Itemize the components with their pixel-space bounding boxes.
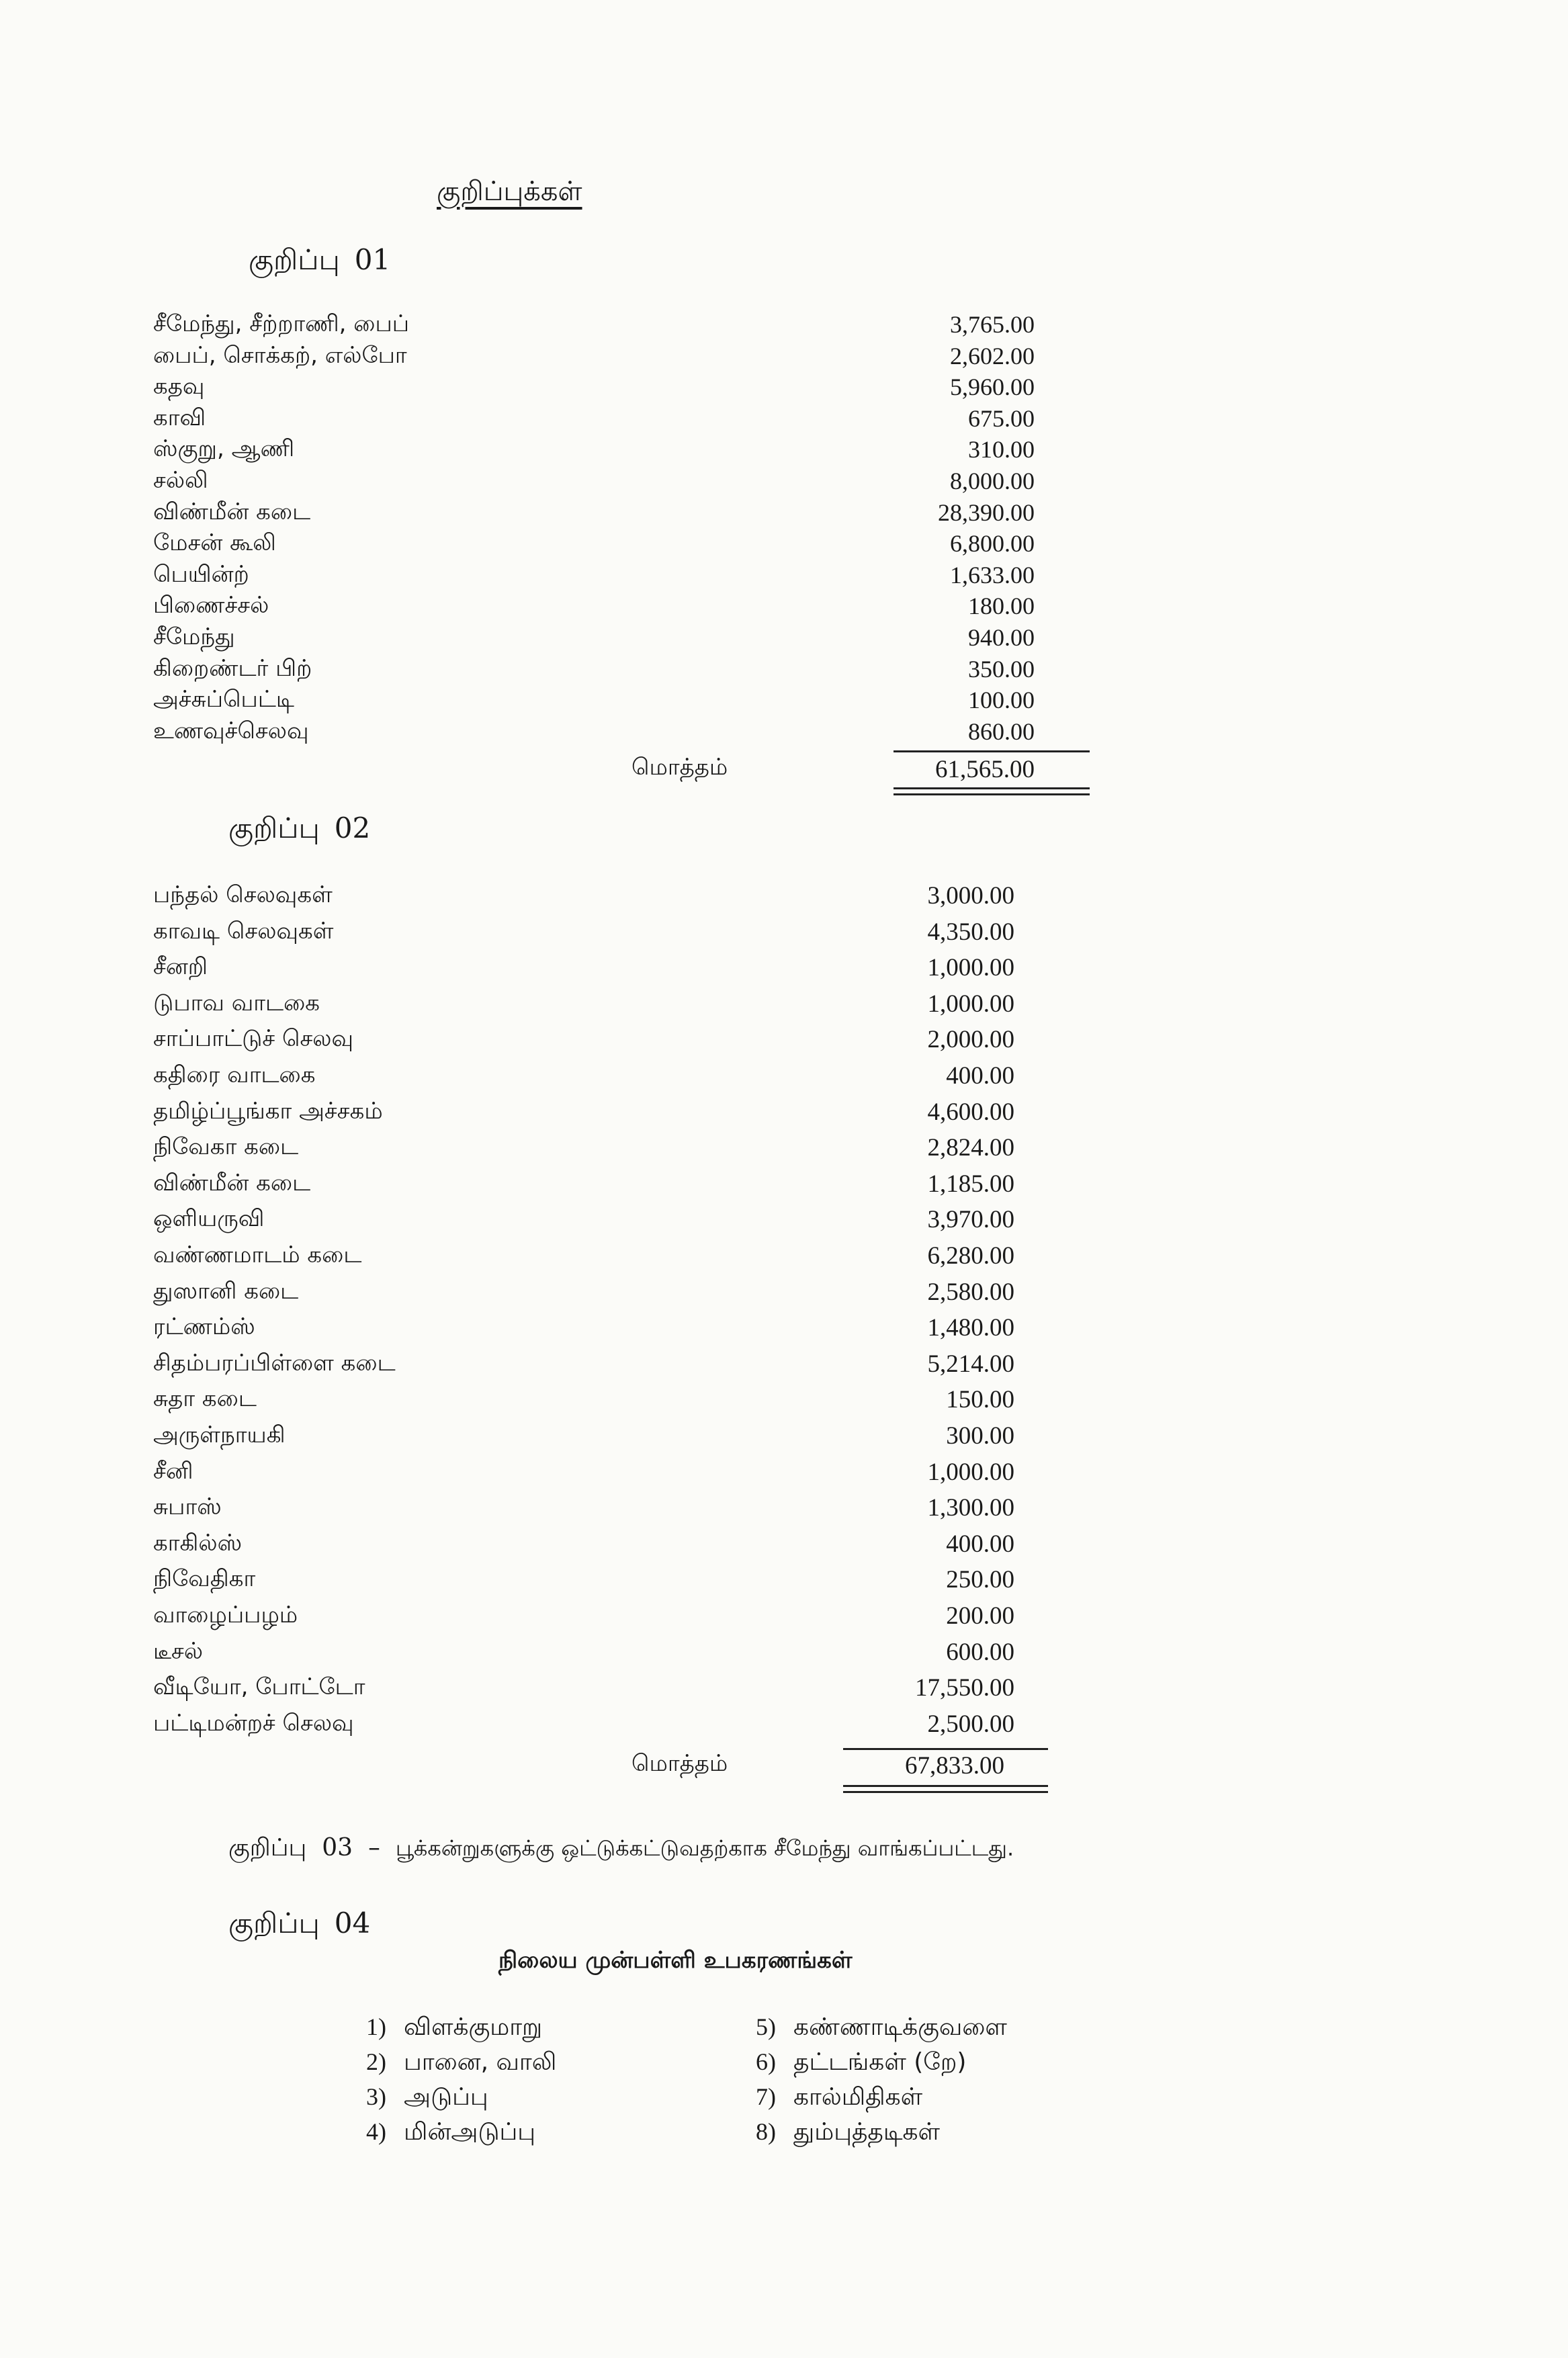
note-01-item-amount: 860.00 [968, 717, 1035, 745]
note-01-row [0, 592, 1035, 620]
note-02-item-amount: 1,300.00 [927, 1494, 1014, 1522]
note-02-row [0, 1529, 1014, 1558]
note-01-item-amount: 8,000.00 [950, 468, 1035, 494]
note-01-item-amount: 310.00 [968, 436, 1035, 464]
note-01-item-name: சீமேந்து [153, 623, 235, 650]
note-02-item-name: காவடி செலவுகள் [153, 917, 334, 945]
note-02-item-amount: 5,214.00 [927, 1350, 1014, 1378]
note-01-heading [249, 243, 390, 280]
note-02-item-name: சுபாஸ் [153, 1493, 222, 1521]
equipment-item-number: 5) [756, 2013, 776, 2040]
note-01-item-amount: 1,633.00 [950, 561, 1035, 588]
note-01-item-name: சீமேந்து, சீற்றாணி, பைப் [153, 310, 410, 337]
note-02-subtotal-rule [843, 1748, 1048, 1750]
equipment-item-number: 7) [756, 2083, 776, 2110]
note-03 [228, 1834, 1014, 1865]
note-02-item-name: சுதா கடை [153, 1385, 257, 1413]
equipment-item [756, 2117, 940, 2149]
note-02-item-amount: 1,000.00 [927, 1458, 1014, 1486]
note-01-total-label: மொத்தம் [631, 754, 728, 781]
note-01-label: குறிப்பு [249, 243, 340, 276]
note-02-item-name: கதிரை வாடகை [153, 1061, 316, 1088]
note-01-item-amount: 940.00 [968, 624, 1035, 651]
note-02-item-amount: 3,000.00 [927, 882, 1014, 910]
equipment-item-name: மின்அடுப்பு [404, 2118, 536, 2146]
note-02-row [0, 1457, 1014, 1486]
note-02-item-name: டீசல் [153, 1637, 204, 1665]
note-02-item-amount: 250.00 [946, 1566, 1014, 1594]
note-01-number: 01 [354, 243, 391, 276]
note-01-item-amount: 350.00 [968, 655, 1035, 683]
note-02-row [0, 1349, 1014, 1378]
equipment-item-name: கால்மிதிகள் [793, 2083, 923, 2111]
note-02-item-name: சாப்பாட்டுச் செலவு [153, 1025, 354, 1053]
equipment-item [366, 2048, 556, 2079]
note-02-item-amount: 2,580.00 [927, 1278, 1014, 1306]
note-02-row [0, 1565, 1014, 1594]
note-02-total-double-rule-top [843, 1785, 1048, 1787]
equipment-item [756, 2013, 1007, 2044]
note-01-total-double-rule-top [894, 787, 1090, 789]
equipment-item-number: 2) [366, 2048, 386, 2075]
note-02-item-amount: 400.00 [946, 1530, 1014, 1558]
note-02-row [0, 1133, 1014, 1162]
note-01-item-name: பிணைச்சல் [153, 592, 269, 619]
note-01-item-name: பெயின்ற் [153, 560, 249, 588]
note-02-row [0, 917, 1014, 946]
note-01-row [0, 310, 1035, 338]
page-title: குறிப்புக்கள் [437, 176, 582, 207]
note-02-row [0, 881, 1014, 910]
note-01-row [0, 560, 1035, 588]
note-02-row [0, 1313, 1014, 1342]
equipment-item-number: 1) [366, 2013, 386, 2040]
note-02-row [0, 1205, 1014, 1234]
note-01-row [0, 341, 1035, 369]
equipment-item [756, 2048, 966, 2079]
note-02-item-amount: 600.00 [946, 1638, 1014, 1666]
note-01-row [0, 467, 1035, 494]
note-01-row [0, 373, 1035, 401]
note-02-row [0, 1602, 1014, 1630]
note-04-subtitle: நிலைய முன்பள்ளி உபகரணங்கள் [498, 1947, 853, 1974]
equipment-item-number: 6) [756, 2048, 776, 2075]
note-01-item-amount: 5,960.00 [950, 374, 1035, 401]
note-02-row [0, 1277, 1014, 1306]
note-01-item-amount: 100.00 [968, 687, 1035, 714]
equipment-item-number: 8) [756, 2118, 776, 2145]
note-02-item-name: நிவேகா கடை [153, 1133, 299, 1161]
note-02-item-amount: 1,480.00 [927, 1314, 1014, 1342]
note-02-item-name: விண்மீன் கடை [153, 1169, 311, 1196]
note-03-text: பூக்கன்றுகளுக்கு ஒட்டுக்கட்டுவதற்காக சீமேந்து வாங்கப்பட்டது. [395, 1835, 1014, 1861]
note-01-row [0, 498, 1035, 526]
note-02-row [0, 1493, 1014, 1522]
note-02-item-name: துஸானி கடை [153, 1277, 299, 1305]
note-01-item-name: சல்லி [153, 467, 208, 494]
note-01-row [0, 529, 1035, 558]
equipment-item [366, 2013, 542, 2044]
note-02-item-amount: 200.00 [946, 1602, 1014, 1630]
note-01-item-amount: 2,602.00 [950, 342, 1035, 369]
note-02-item-name: பட்டிமன்றச் செலவு [153, 1709, 354, 1737]
note-01-item-name: உணவுச்செலவு [153, 717, 309, 744]
equipment-item-name: பானை, வாலி [404, 2048, 557, 2076]
note-01-row [0, 623, 1035, 651]
note-02-row [0, 1025, 1014, 1054]
note-02-item-name: அருள்நாயகி [153, 1422, 286, 1448]
note-01-item-amount: 180.00 [968, 593, 1035, 620]
note-01-item-name: காவி [153, 404, 206, 431]
equipment-item [366, 2083, 488, 2114]
note-02-item-amount: 300.00 [946, 1422, 1014, 1450]
note-02-row [0, 953, 1014, 982]
note-01-total-double-rule-bottom [894, 793, 1090, 795]
note-02-row [0, 1097, 1014, 1126]
note-02-item-name: வண்ணமாடம் கடை [153, 1241, 362, 1268]
equipment-item [756, 2083, 922, 2114]
note-04-number: 04 [334, 1907, 371, 1939]
note-01-item-name: கிறைண்டர் பிற் [153, 654, 312, 682]
note-01-row [0, 686, 1035, 714]
equipment-item-name: கண்ணாடிக்குவளை [793, 2013, 1007, 2041]
note-02-row [0, 1673, 1014, 1702]
note-04-heading [228, 1907, 370, 1944]
note-01-item-name: பைப், சொக்கற், எல்போ [153, 341, 407, 369]
note-02-row [0, 989, 1014, 1018]
note-03-number: 03 [322, 1834, 353, 1862]
note-02-item-name: ஒளியருவி [153, 1205, 265, 1233]
equipment-item-name: அடுப்பு [404, 2083, 488, 2111]
note-02-row [0, 1241, 1014, 1270]
note-01-row [0, 717, 1035, 745]
equipment-item-name: விளக்குமாறு [404, 2013, 543, 2041]
note-02-row [0, 1709, 1014, 1738]
note-02-item-name: பந்தல் செலவுகள் [153, 881, 333, 908]
note-02-item-name: ரட்ணம்ஸ் [153, 1313, 255, 1341]
note-02-item-amount: 6,280.00 [927, 1242, 1014, 1270]
note-02-item-amount: 1,000.00 [927, 954, 1014, 982]
note-02-item-amount: 3,970.00 [927, 1206, 1014, 1234]
note-02-item-name: சிதம்பரப்பிள்ளை கடை [153, 1349, 396, 1377]
note-02-label: குறிப்பு [228, 812, 320, 844]
note-02-item-name: டுபாவ வாடகை [153, 989, 320, 1016]
note-04-label: குறிப்பு [228, 1907, 320, 1939]
note-02-number: 02 [334, 812, 371, 844]
note-01-subtotal-rule [894, 750, 1090, 752]
note-01-item-name: மேசன் கூலி [153, 529, 276, 557]
note-02-row [0, 1061, 1014, 1090]
note-02-item-amount: 1,000.00 [927, 990, 1014, 1018]
note-01-item-name: விண்மீன் கடை [153, 498, 311, 525]
equipment-item-name: தும்புத்தடிகள் [793, 2118, 941, 2146]
note-02-row [0, 1169, 1014, 1198]
note-01-item-amount: 28,390.00 [938, 498, 1035, 526]
note-02-total-amount: 67,833.00 [905, 1752, 1004, 1780]
note-02-item-name: தமிழ்ப்பூங்கா அச்சகம் [153, 1097, 383, 1125]
equipment-item [366, 2117, 535, 2149]
equipment-item-name: தட்டங்கள் (றே) [793, 2048, 967, 2076]
note-02-heading [228, 812, 370, 848]
note-02-item-amount: 17,550.00 [915, 1674, 1014, 1702]
note-02-item-amount: 4,600.00 [927, 1098, 1014, 1126]
note-01-item-name: அச்சுப்பெட்டி [153, 686, 294, 713]
note-02-total-double-rule-bottom [843, 1791, 1048, 1793]
note-02-item-name: சீனறி [153, 953, 208, 981]
note-02-row [0, 1422, 1014, 1450]
equipment-item-number: 3) [366, 2083, 386, 2110]
note-01-row [0, 654, 1035, 683]
note-02-item-name: காகில்ஸ் [153, 1529, 243, 1557]
note-02-item-name: வாழைப்பழம் [153, 1602, 298, 1628]
note-01-item-amount: 675.00 [968, 404, 1035, 432]
note-02-item-name: நிவேதிகா [153, 1565, 256, 1593]
note-02-item-amount: 400.00 [946, 1062, 1014, 1090]
note-02-row [0, 1385, 1014, 1414]
note-01-row [0, 435, 1035, 464]
note-02-row [0, 1637, 1014, 1666]
note-02-item-amount: 150.00 [946, 1386, 1014, 1414]
note-01-row [0, 404, 1035, 432]
note-03-dash: – [367, 1834, 380, 1862]
note-02-item-name: சீனி [153, 1457, 193, 1485]
equipment-item-number: 4) [366, 2118, 386, 2145]
note-01-item-amount: 6,800.00 [950, 530, 1035, 558]
note-02-item-amount: 2,824.00 [927, 1134, 1014, 1162]
note-03-label: குறிப்பு [228, 1834, 307, 1862]
note-02-item-amount: 2,500.00 [927, 1710, 1014, 1738]
note-02-item-name: வீடியோ, போட்டோ [153, 1673, 365, 1701]
note-01-total-amount: 61,565.00 [935, 756, 1035, 783]
note-02-item-amount: 2,000.00 [927, 1026, 1014, 1054]
note-02-item-amount: 1,185.00 [927, 1170, 1014, 1198]
note-02-item-amount: 4,350.00 [927, 918, 1014, 946]
note-01-item-name: கதவு [153, 373, 205, 400]
note-02-total-label: மொத்தம் [631, 1750, 728, 1777]
note-01-item-amount: 3,765.00 [950, 311, 1035, 338]
note-01-item-name: ஸ்குறு, ஆணி [153, 435, 295, 463]
